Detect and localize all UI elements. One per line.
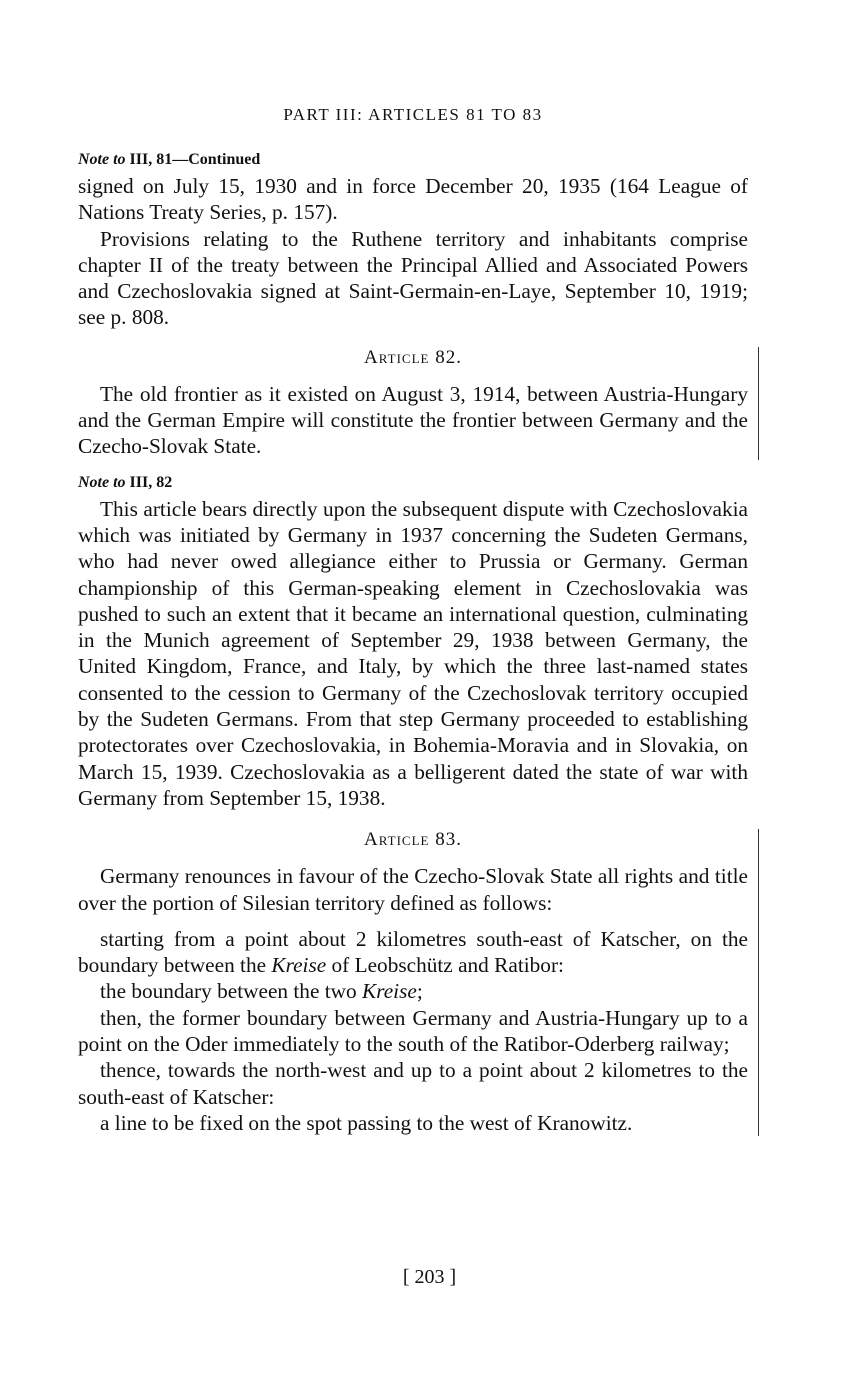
note-81-paragraph-2: Provisions relating to the Ruthene territory and inhabitants comprise chapter II of the treaty between the Principal Allied and Associated Powers and Czechoslovakia signed at Saint-Germain-en-Laye, September 10, 1919; see p. 808. xyxy=(78,226,748,330)
note-82-heading-ref: III, 82 xyxy=(125,473,173,491)
article-83-block xyxy=(78,829,748,1136)
note-81-heading xyxy=(78,151,748,169)
note-82-heading xyxy=(78,474,748,492)
article-83-boundary-lines xyxy=(78,926,748,1136)
running-head: PART III: ARTICLES 81 TO 83 xyxy=(283,105,543,124)
article-83-intro: Germany renounces in favour of the Czecho-Slovak State all rights and title over the portion of Silesian territory defined as follows: xyxy=(78,864,748,915)
article-83-line: then, the former boundary between Germany and Austria-Hungary up to a point on the Oder immediately to the south of the Ratibor-Oderberg railway; xyxy=(78,1005,748,1057)
article-82-label: Article xyxy=(364,346,430,368)
article-83-line: thence, towards the north-west and up to a point about 2 kilometres to the south-east of Katscher: xyxy=(78,1058,748,1109)
article-83-margin-bar xyxy=(758,829,759,1136)
article-83-label: Article xyxy=(364,829,430,851)
article-82-heading xyxy=(78,347,748,369)
note-81-heading-ref: III, 81—Continued xyxy=(125,151,261,168)
note-82-text: This article bears directly upon the subsequent dispute with Czechoslovakia which was initiated by Germany in 1937 concerning the Sudeten Germans, who had never owed allegiance either to Prussia or Germany. German championship of this German-speaking element in Czechoslovakia was pushed to such an extent that it became an international question, culminating in the Munich agreement of September 29, 1938 between Germany, the United Kingdom, France, and Italy, by which the three last-named states consented to the cession to Germany of the Czechoslovak territory occupied by the Sudeten Germans. From that step Germany proceeded to establishing protectorates over Czechoslovakia, in Bohemia-Moravia and in Slovakia, on March 15, 1939. Czechoslovakia as a belligerent dated the state of war with Germany from September 15, 1938. xyxy=(78,496,748,810)
article-82-number: 82. xyxy=(435,346,462,368)
article-83-line: starting from a point about 2 kilometres south-east of Katscher, on the boundary between the Kreise of Leobschütz and Ratibor: xyxy=(78,926,748,978)
kreise-term: Kreise xyxy=(362,979,417,1004)
article-83-line: a line to be fixed on the spot passing to the west of Kranowitz. xyxy=(100,1110,633,1135)
article-83-line: the boundary between the two Kreise; xyxy=(100,979,423,1004)
article-82-block xyxy=(78,347,748,460)
article-82-margin-bar xyxy=(758,347,759,460)
note-81-heading-italic: Note to xyxy=(78,151,126,168)
spacer xyxy=(78,916,748,926)
note-82-heading-italic: Note to xyxy=(78,473,126,491)
article-83-heading xyxy=(78,829,748,851)
page-body xyxy=(78,105,748,1136)
article-83-number: 83. xyxy=(435,829,462,851)
kreise-term: Kreise xyxy=(271,953,327,978)
page-number: [ 203 ] xyxy=(402,1266,457,1288)
note-81-paragraph-1: signed on July 15, 1930 and in force December 20, 1935 (164 League of Nations Treaty Series, p. 157). xyxy=(78,174,748,225)
article-82-text: The old frontier as it existed on August 3, 1914, between Austria-Hungary and the German Empire will constitute the frontier between Germany and the Czecho-Slovak State. xyxy=(78,381,748,459)
